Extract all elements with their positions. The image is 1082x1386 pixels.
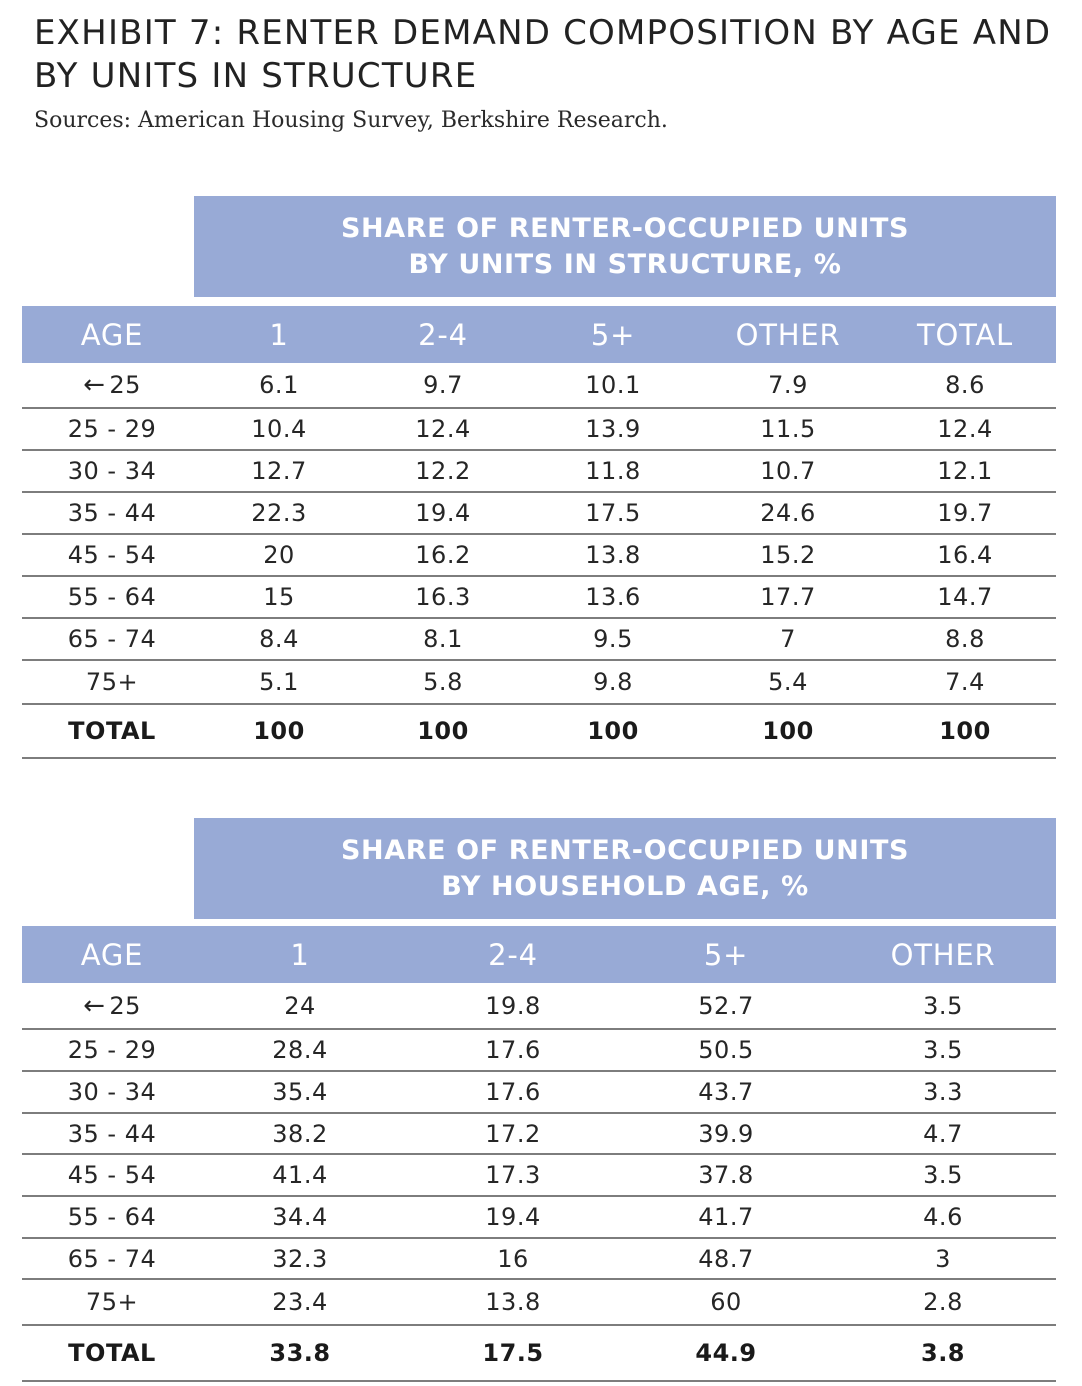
column-header: 5+: [703, 938, 749, 972]
age-text: 75+: [85, 668, 139, 696]
cell-value: 5.4: [768, 668, 808, 696]
cell-value: 11.5: [760, 415, 816, 443]
units-in-structure-table: [22, 306, 1056, 759]
age-label: [68, 1245, 157, 1273]
cell-value: 100: [939, 717, 991, 745]
cell-value: 3.5: [923, 1161, 963, 1189]
age-text: 30 - 34: [67, 457, 157, 485]
table-row: [22, 1197, 1056, 1239]
table-row: [22, 535, 1056, 577]
cell-value: 50.5: [698, 1036, 754, 1064]
cell-value: 14.7: [937, 583, 993, 611]
cell-value: 13.8: [585, 541, 641, 569]
table-row: [22, 1239, 1056, 1280]
table-row: [22, 1072, 1056, 1114]
table-row: [22, 1155, 1056, 1197]
cell-value: 100: [762, 717, 814, 745]
cell-value: 16.2: [415, 541, 471, 569]
cell-value: 17.6: [485, 1036, 541, 1064]
cell-value: 100: [253, 717, 305, 745]
cell-value: 3.3: [923, 1078, 963, 1106]
cell-value: 4.7: [923, 1119, 963, 1148]
cell-value: 10.1: [585, 371, 641, 399]
cell-value: 100: [587, 717, 639, 745]
cell-value: 23.4: [272, 1288, 328, 1316]
cell-value: 12.4: [415, 415, 471, 443]
age-text: 75+: [85, 1288, 139, 1316]
cell-value: 11.8: [585, 457, 641, 485]
cell-value: 6.1: [259, 371, 299, 399]
table2-title-line1: SHARE OF RENTER-OCCUPIED UNITS: [340, 834, 910, 866]
age-label: [68, 541, 157, 569]
cell-value: 37.8: [698, 1161, 754, 1189]
cell-value: 8.4: [259, 625, 299, 653]
cell-value: 12.1: [937, 457, 993, 485]
cell-value: 8.6: [945, 371, 985, 399]
cell-value: 16: [497, 1244, 529, 1273]
left-arrow-icon: ←: [83, 990, 106, 1021]
age-label: [68, 1203, 157, 1231]
cell-value: 41.7: [698, 1203, 754, 1231]
cell-value: 34.4: [272, 1203, 328, 1231]
column-header: 2-4: [488, 938, 538, 972]
cell-value: 2.8: [923, 1288, 963, 1316]
column-header: AGE: [80, 318, 144, 352]
cell-value: 17.3: [485, 1161, 541, 1189]
table2-title-band: [194, 818, 1056, 919]
total-row: [22, 1326, 1056, 1382]
cell-value: 28.4: [272, 1036, 328, 1064]
cell-value: 17.7: [760, 583, 816, 611]
cell-value: 35.4: [272, 1078, 328, 1106]
table-row: [22, 493, 1056, 535]
age-label: [68, 1120, 157, 1148]
table-row: [22, 451, 1056, 493]
age-label: [68, 457, 157, 485]
cell-value: 32.3: [272, 1244, 328, 1273]
cell-value: 19.8: [485, 991, 541, 1020]
cell-value: 7.4: [945, 668, 985, 696]
age-label: [68, 1339, 156, 1367]
age-text: 55 - 64: [67, 1203, 157, 1231]
cell-value: 9.7: [423, 371, 463, 399]
table-row: [22, 1280, 1056, 1326]
cell-value: 20: [263, 541, 295, 569]
age-label: [68, 1036, 157, 1064]
table-row: [22, 983, 1056, 1030]
cell-value: 3: [935, 1244, 951, 1273]
table-row: [22, 1030, 1056, 1072]
table-row: [22, 577, 1056, 619]
cell-value: 13.9: [585, 415, 641, 443]
age-text: 25: [109, 371, 141, 399]
cell-value: 24.6: [760, 499, 816, 527]
cell-value: 60: [710, 1288, 742, 1316]
cell-value: 16.4: [937, 541, 993, 569]
age-text: 30 - 34: [67, 1078, 157, 1106]
age-text: 65 - 74: [67, 1244, 157, 1273]
cell-value: 8.8: [945, 625, 985, 653]
cell-value: 15.2: [760, 541, 816, 569]
cell-value: 41.4: [272, 1161, 328, 1189]
cell-value: 7: [780, 625, 796, 653]
cell-value: 44.9: [695, 1339, 757, 1367]
table1-title-band: [194, 196, 1056, 297]
cell-value: 16.3: [415, 583, 471, 611]
age-label: [68, 717, 156, 745]
cell-value: 13.8: [485, 1288, 541, 1316]
cell-value: 10.4: [251, 415, 307, 443]
cell-value: 38.2: [272, 1119, 328, 1148]
table1-title-line2: BY UNITS IN STRUCTURE, %: [408, 248, 842, 280]
column-header: TOTAL: [917, 318, 1013, 352]
household-age-table: [22, 926, 1056, 1382]
cell-value: 22.3: [251, 499, 307, 527]
cell-value: 17.5: [585, 499, 641, 527]
age-text: 25: [109, 991, 141, 1020]
table-row: [22, 363, 1056, 409]
cell-value: 3.8: [920, 1339, 966, 1367]
cell-value: 33.8: [269, 1339, 331, 1367]
cell-value: 100: [417, 717, 469, 745]
cell-value: 17.2: [485, 1119, 541, 1148]
cell-value: 3.5: [923, 991, 963, 1020]
column-header-row: [22, 926, 1056, 983]
age-text: 55 - 64: [67, 583, 157, 611]
cell-value: 48.7: [698, 1244, 754, 1273]
table-row: [22, 1114, 1056, 1155]
column-header: 1: [269, 318, 289, 352]
cell-value: 9.8: [593, 668, 633, 696]
column-header: 2-4: [418, 318, 468, 352]
table2-title-line2: BY HOUSEHOLD AGE, %: [441, 870, 809, 902]
age-label: [68, 499, 157, 527]
total-row: [22, 705, 1056, 759]
age-text: 65 - 74: [67, 625, 157, 653]
age-label: [86, 668, 138, 696]
table-row: [22, 661, 1056, 705]
cell-value: 12.7: [251, 457, 307, 485]
cell-value: 8.1: [423, 625, 463, 653]
cell-value: 52.7: [698, 991, 754, 1020]
age-text: 35 - 44: [67, 1119, 157, 1148]
table1-title-line1: SHARE OF RENTER-OCCUPIED UNITS: [340, 212, 910, 244]
age-label: [83, 370, 141, 400]
cell-value: 12.4: [937, 415, 993, 443]
age-text: 45 - 54: [67, 1161, 157, 1189]
table-row: [22, 409, 1056, 451]
cell-value: 39.9: [698, 1119, 754, 1148]
age-text: 35 - 44: [67, 499, 157, 527]
cell-value: 19.7: [937, 499, 993, 527]
age-text: TOTAL: [68, 717, 156, 745]
age-label: [68, 1161, 157, 1189]
cell-value: 4.6: [923, 1203, 963, 1231]
cell-value: 13.6: [585, 583, 641, 611]
cell-value: 10.7: [760, 457, 816, 485]
column-header: AGE: [80, 938, 144, 972]
age-label: [68, 415, 157, 443]
table-row: [22, 619, 1056, 661]
column-header: OTHER: [890, 938, 996, 972]
age-label: [83, 991, 141, 1021]
age-label: [68, 1078, 157, 1106]
cell-value: 19.4: [415, 499, 471, 527]
column-header: 1: [290, 938, 310, 972]
column-header: 5+: [590, 318, 636, 352]
cell-value: 19.4: [485, 1203, 541, 1231]
cell-value: 5.8: [423, 668, 463, 696]
left-arrow-icon: ←: [83, 370, 106, 400]
age-label: [86, 1288, 138, 1316]
cell-value: 3.5: [923, 1036, 963, 1064]
exhibit-title: EXHIBIT 7: RENTER DEMAND COMPOSITION BY AGE AND BY UNITS IN STRUCTURE: [34, 13, 1052, 96]
age-label: [68, 625, 157, 653]
source-note: Sources: American Housing Survey, Berkshire Research.: [34, 108, 668, 133]
age-label: [68, 583, 157, 611]
cell-value: 43.7: [698, 1078, 754, 1106]
cell-value: 15: [263, 583, 295, 611]
age-text: 45 - 54: [67, 541, 157, 569]
cell-value: 5.1: [259, 668, 299, 696]
column-header-row: [22, 306, 1056, 363]
cell-value: 7.9: [768, 371, 808, 399]
cell-value: 12.2: [415, 457, 471, 485]
age-text: TOTAL: [68, 1339, 156, 1367]
cell-value: 9.5: [593, 625, 633, 653]
cell-value: 17.5: [482, 1339, 544, 1367]
cell-value: 17.6: [485, 1078, 541, 1106]
age-text: 25 - 29: [67, 415, 157, 443]
cell-value: 24: [284, 991, 316, 1020]
column-header: OTHER: [735, 318, 841, 352]
age-text: 25 - 29: [67, 1036, 157, 1064]
